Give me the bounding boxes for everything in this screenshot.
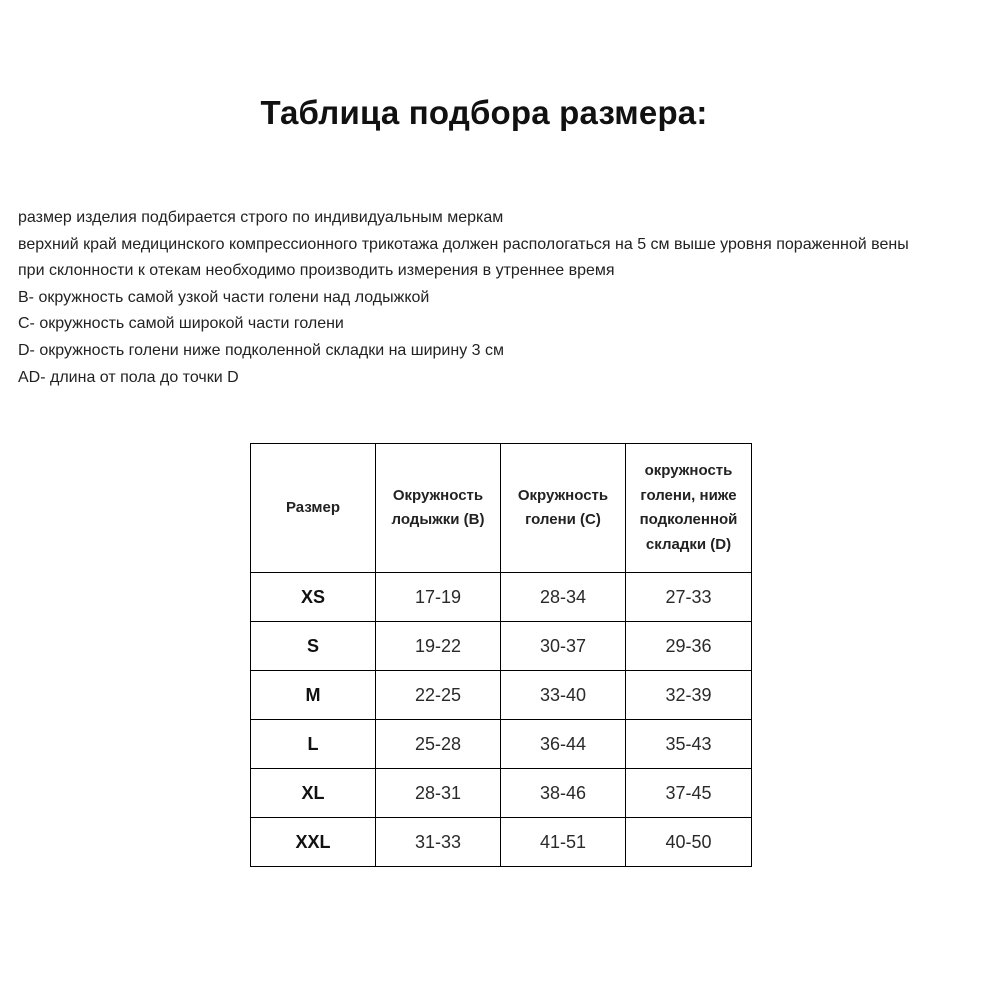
note-line: размер изделия подбирается строго по индивидуальным меркам xyxy=(18,209,504,226)
ankle-cell: 28-31 xyxy=(376,769,501,818)
ankle-cell: 31-33 xyxy=(376,818,501,867)
header-size: Размер xyxy=(251,444,376,573)
size-cell: M xyxy=(251,671,376,720)
calf-cell: 28-34 xyxy=(501,573,626,622)
table-header-row xyxy=(251,444,752,573)
notes-list xyxy=(18,205,998,391)
header-calf-circumference: Окружность голени (С) xyxy=(501,444,626,573)
size-cell: S xyxy=(251,622,376,671)
note-line: AD- длина от пола до точки D xyxy=(18,368,239,386)
table-row xyxy=(251,573,752,622)
below-knee-cell: 35-43 xyxy=(626,720,752,769)
ankle-cell: 17-19 xyxy=(376,573,501,622)
below-knee-cell: 37-45 xyxy=(626,769,752,818)
size-cell: XS xyxy=(251,573,376,622)
size-cell: XXL xyxy=(251,818,376,867)
header-ankle-circumference: Окружность лодыжки (В) xyxy=(376,444,501,573)
header-below-knee-circumference: окружность голени, ниже подколенной складки (D) xyxy=(626,444,752,573)
calf-cell: 33-40 xyxy=(501,671,626,720)
below-knee-cell: 40-50 xyxy=(626,818,752,867)
note-line: В- окружность самой узкой части голени над лодыжкой xyxy=(18,288,430,306)
below-knee-cell: 29-36 xyxy=(626,622,752,671)
note-line: верхний край медицинского компрессионного трикотажа должен распологаться на 5 см выше уровня пораженной вены xyxy=(18,235,909,253)
note-line: С- окружность самой широкой части голени xyxy=(18,315,344,333)
calf-cell: 30-37 xyxy=(501,622,626,671)
note-line: D- окружность голени ниже подколенной складки на ширину 3 см xyxy=(18,341,504,359)
size-chart-table xyxy=(250,443,752,867)
size-cell: XL xyxy=(251,769,376,818)
calf-cell: 41-51 xyxy=(501,818,626,867)
ankle-cell: 22-25 xyxy=(376,671,501,720)
below-knee-cell: 27-33 xyxy=(626,573,752,622)
table-row xyxy=(251,720,752,769)
calf-cell: 36-44 xyxy=(501,720,626,769)
table-row xyxy=(251,769,752,818)
note-line: при склонности к отекам необходимо производить измерения в утреннее время xyxy=(18,262,615,280)
size-cell: L xyxy=(251,720,376,769)
calf-cell: 38-46 xyxy=(501,769,626,818)
table-row xyxy=(251,622,752,671)
page-title: Таблица подбора размера: xyxy=(260,94,708,131)
table-row xyxy=(251,818,752,867)
ankle-cell: 19-22 xyxy=(376,622,501,671)
ankle-cell: 25-28 xyxy=(376,720,501,769)
table-row xyxy=(251,671,752,720)
below-knee-cell: 32-39 xyxy=(626,671,752,720)
